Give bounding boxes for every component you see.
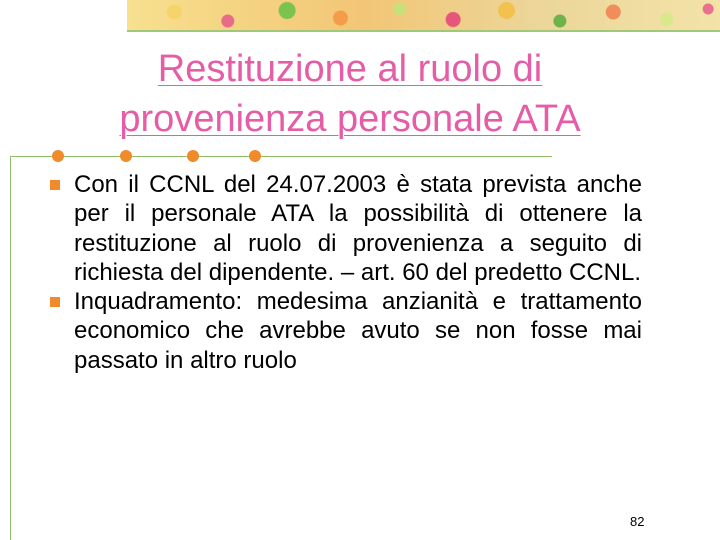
- slide-title: [60, 44, 640, 144]
- orange-dot-icon: [249, 150, 261, 162]
- decorative-flower-banner: [127, 0, 720, 30]
- square-bullet-icon: [50, 180, 60, 190]
- title-line-1: Restituzione al ruolo di: [157, 48, 543, 90]
- orange-dot-icon: [52, 150, 64, 162]
- bullet-text: Inquadramento: medesima anzianità e trattamento economico che avrebbe avuto se non fosse mai passato in altro ruolo: [74, 288, 642, 374]
- orange-dot-icon: [120, 150, 132, 162]
- bullet-text: Con il CCNL del 24.07.2003 è stata prevista anche per il personale ATA la possibilità di ottenere la restituzione al ruolo di provenienza a seguito di richiesta del dipendente. – art. 60 del predetto CCNL.: [74, 171, 642, 286]
- bullet-list: [62, 170, 642, 375]
- page-number: 82: [630, 514, 645, 529]
- orange-dot-icon: [187, 150, 199, 162]
- banner-underline: [127, 30, 720, 32]
- title-rule: [10, 156, 552, 157]
- title-line-2: provenienza personale ATA: [119, 98, 581, 140]
- bullet-item: [62, 170, 642, 287]
- square-bullet-icon: [50, 297, 60, 307]
- bullet-item: [62, 287, 642, 375]
- left-rule: [10, 156, 11, 540]
